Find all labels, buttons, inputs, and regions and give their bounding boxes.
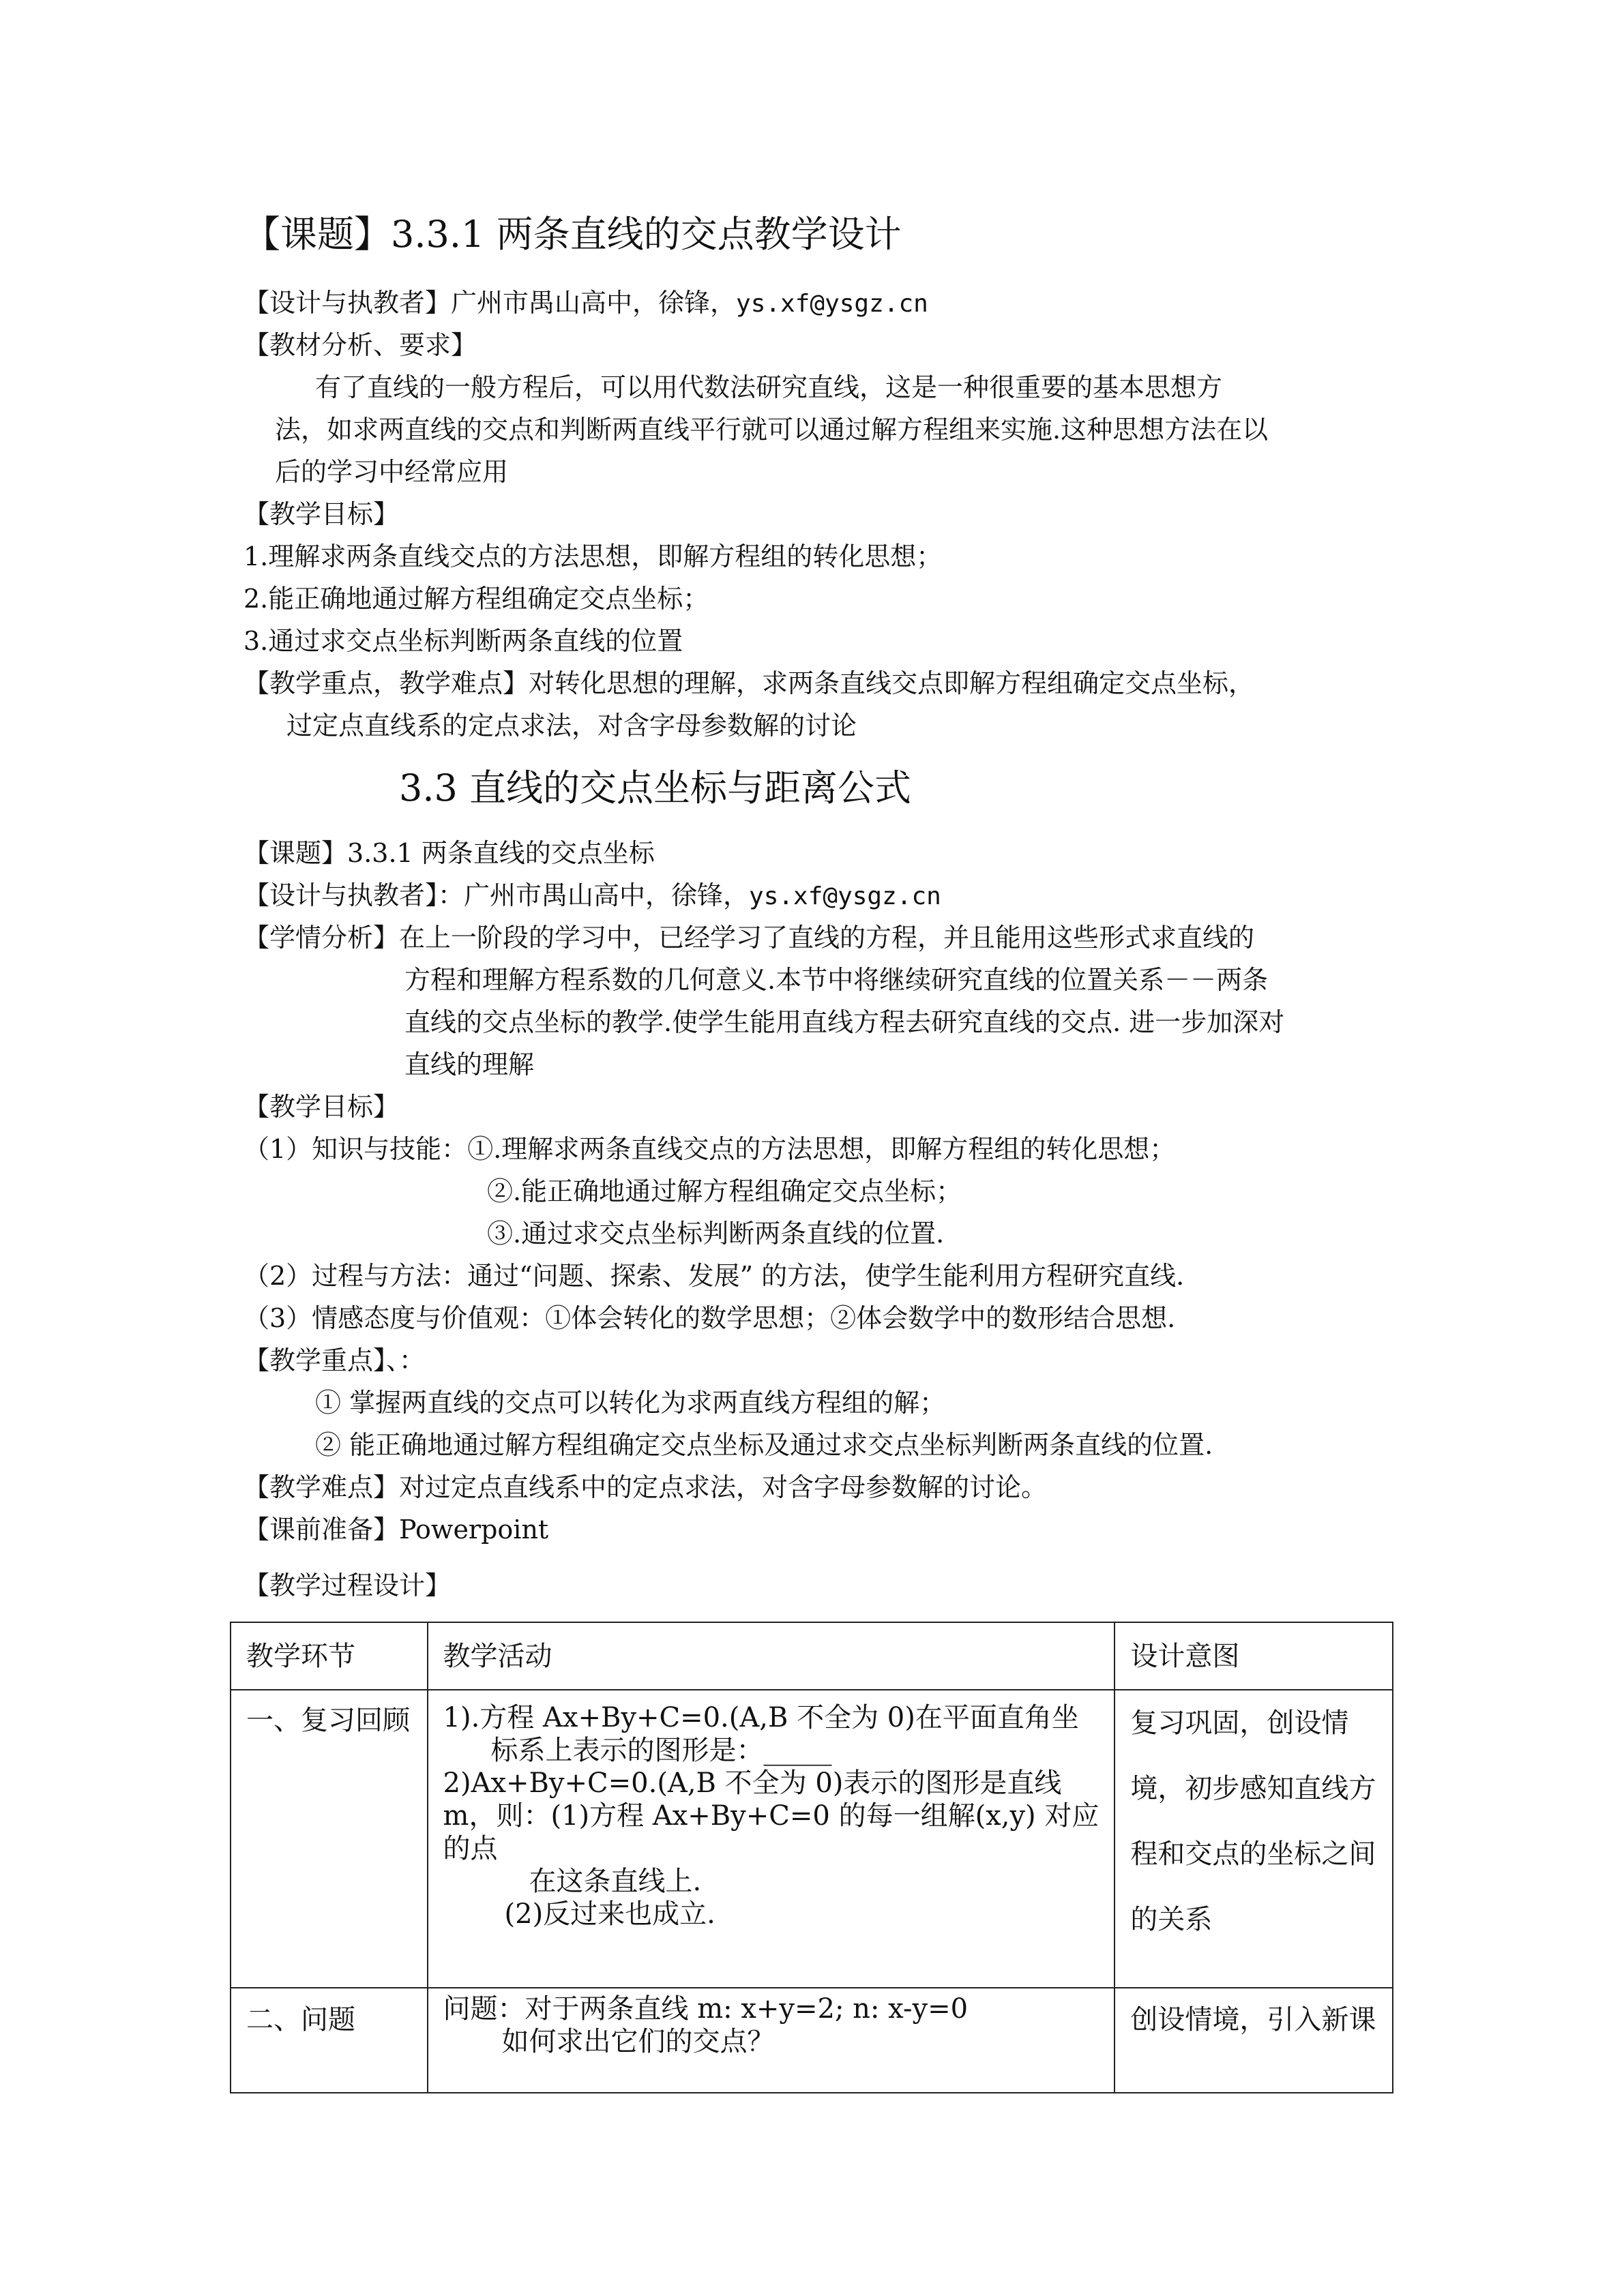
process-heading: 【教学过程设计】 bbox=[243, 1570, 452, 1600]
difficulty-text: 对过定点直线系中的定点求法，对含字母参数解的讨论。 bbox=[399, 1472, 1048, 1502]
goal-item-3: 3.通过求交点坐标判断两条直线的位置 bbox=[243, 626, 683, 656]
knowledge-item-2: ②.能正确地通过解方程组确定交点坐标； bbox=[487, 1176, 962, 1206]
goals-heading-1: 【教学目标】 bbox=[243, 499, 400, 529]
row1-activity-line-2: 标系上表示的图形是：_____ bbox=[490, 1735, 832, 1766]
row1-activity-line-6: 在这条直线上. bbox=[529, 1866, 702, 1897]
material-line-2: 法，如求两直线的交点和判断两直线平行就可以通过解方程组来实施.这种思想方法在以 bbox=[275, 415, 1269, 445]
row2-activity bbox=[428, 1988, 1115, 2093]
emotion-goal: （3）情感态度与价值观：①体会转化的数学思想；②体会数学中的数形结合思想. bbox=[243, 1303, 1176, 1333]
analysis-label: 【学情分析】 bbox=[243, 923, 400, 953]
knowledge-line-1 bbox=[243, 1134, 1175, 1165]
row1-intent-line-2: 境，初步感知直线方 bbox=[1130, 1773, 1376, 1804]
designer-text: 广州市禺山高中，徐锋， bbox=[451, 288, 737, 318]
row1-intent-line-1: 复习巩固，创设情 bbox=[1130, 1708, 1349, 1739]
topic-bracket: 【课题】 bbox=[243, 838, 348, 868]
goal-item-1: 1.理解求两条直线交点的方法思想，即解方程组的转化思想； bbox=[243, 541, 943, 571]
row1-stage-text: 一、复习回顾 bbox=[246, 1705, 410, 1736]
analysis-text: 在上一阶段的学习中，已经学习了直线的方程，并且能用这些形式求直线的 bbox=[399, 923, 1255, 953]
keypoints-line-2: 过定点直线系的定点求法，对含字母参数解的讨论 bbox=[286, 711, 857, 741]
title-text: 3.3.1 两条直线的交点教学设计 bbox=[391, 213, 902, 256]
title-bracket: 【课题】 bbox=[243, 213, 391, 256]
topic-text: 3.3.1 两条直线的交点坐标 bbox=[347, 838, 655, 868]
keypoint-item-2: ② 能正确地通过解方程组确定交点坐标及通过求交点坐标判断两条直线的位置. bbox=[315, 1430, 1213, 1460]
preparation-text: Powerpoint bbox=[399, 1515, 549, 1545]
difficulty-label: 【教学难点】 bbox=[243, 1472, 400, 1502]
designer-email: ys.xf@ysgz.cn bbox=[736, 290, 928, 318]
keypoints-text: 对转化思想的理解，求两条直线交点即解方程组确定交点坐标， bbox=[529, 668, 1255, 698]
keypoints-label: 【教学重点，教学难点】 bbox=[243, 668, 529, 698]
row1-activity-line-3: 2)Ax+By+C=0.(A,B 不全为 0)表示的图形是直线 bbox=[443, 1768, 1062, 1799]
document-title bbox=[243, 213, 902, 257]
designer-text-2: ：广州市禺山高中，徐锋， bbox=[438, 880, 750, 910]
designer-line-2 bbox=[243, 880, 941, 912]
designer-label-2: 【设计与执教者】 bbox=[243, 880, 439, 910]
knowledge-item-3: ③.通过求交点坐标判断两条直线的位置. bbox=[487, 1219, 945, 1249]
analysis-line-2: 方程和理解方程系数的几何意义.本节中将继续研究直线的位置关系－－两条 bbox=[404, 965, 1269, 995]
process-goal: （2）过程与方法：通过“问题、探索、发展” 的方法，使学生能利用方程研究直线. bbox=[243, 1261, 1185, 1291]
designer-email-2: ys.xf@ysgz.cn bbox=[749, 882, 941, 910]
preparation-line bbox=[243, 1515, 548, 1546]
topic-line-2 bbox=[243, 838, 655, 869]
header-stage: 教学环节 bbox=[231, 1622, 428, 1690]
row2-stage-text: 二、问题 bbox=[246, 2004, 355, 2036]
row2-stage bbox=[231, 1988, 428, 2093]
goal-item-2: 2.能正确地通过解方程组确定交点坐标； bbox=[243, 584, 709, 614]
row2-activity-line-1: 问题：对于两条直线 m: x+y=2; n: x-y=0 bbox=[443, 1993, 969, 2025]
keypoint-item-1: ① 掌握两直线的交点可以转化为求两直线方程组的解； bbox=[315, 1388, 946, 1418]
knowledge-label: （1）知识与技能： bbox=[243, 1134, 468, 1164]
table-row bbox=[231, 1690, 1393, 1988]
analysis-line-4: 直线的理解 bbox=[404, 1049, 535, 1079]
process-table bbox=[230, 1622, 1393, 2093]
row1-activity bbox=[428, 1690, 1115, 1988]
designer-line-1 bbox=[243, 288, 928, 319]
table-header-row bbox=[231, 1622, 1393, 1690]
material-line-1: 有了直线的一般方程后，可以用代数法研究直线，这是一种很重要的基本思想方 bbox=[315, 372, 1223, 402]
material-heading: 【教材分析、要求】 bbox=[243, 330, 477, 360]
header-activity: 教学活动 bbox=[428, 1622, 1115, 1690]
analysis-line-1 bbox=[243, 923, 1254, 954]
knowledge-item-1: ①.理解求两条直线交点的方法思想，即解方程组的转化思想； bbox=[467, 1134, 1176, 1164]
difficulty-line bbox=[243, 1472, 1047, 1504]
analysis-line-3: 直线的交点坐标的教学.使学生能用直线方程去研究直线的交点. 进一步加深对 bbox=[404, 1007, 1285, 1037]
row2-activity-line-2: 如何求出它们的交点？ bbox=[501, 2026, 775, 2057]
row1-activity-line-7: (2)反过来也成立. bbox=[504, 1898, 715, 1930]
goals-heading-2: 【教学目标】 bbox=[243, 1092, 400, 1122]
row1-activity-line-5: 的点 bbox=[443, 1833, 498, 1864]
keypoints-line-1 bbox=[243, 668, 1254, 700]
row1-stage bbox=[231, 1690, 428, 1988]
keypoints-heading-2: 【教学重点】、： bbox=[243, 1345, 426, 1375]
table-row bbox=[231, 1988, 1393, 2093]
preparation-label: 【课前准备】 bbox=[243, 1515, 400, 1545]
material-line-3: 后的学习中经常应用 bbox=[275, 457, 509, 487]
row1-intent-line-3: 程和交点的坐标之间 bbox=[1130, 1838, 1376, 1870]
section-title: 3.3 直线的交点坐标与距离公式 bbox=[399, 766, 912, 809]
row1-intent bbox=[1114, 1690, 1393, 1988]
row1-intent-line-4: 的关系 bbox=[1130, 1904, 1213, 1935]
row1-activity-line-4: m，则：(1)方程 Ax+By+C=0 的每一组解(x,y) 对应 bbox=[443, 1800, 1099, 1832]
row1-activity-line-1: 1).方程 Ax+By+C=0.(A,B 不全为 0)在平面直角坐 bbox=[443, 1702, 1079, 1733]
row2-intent-line-1: 创设情境，引入新课 bbox=[1130, 2004, 1376, 2036]
designer-label: 【设计与执教者】 bbox=[243, 288, 452, 318]
row2-intent bbox=[1114, 1988, 1393, 2093]
header-intent: 设计意图 bbox=[1114, 1622, 1393, 1690]
